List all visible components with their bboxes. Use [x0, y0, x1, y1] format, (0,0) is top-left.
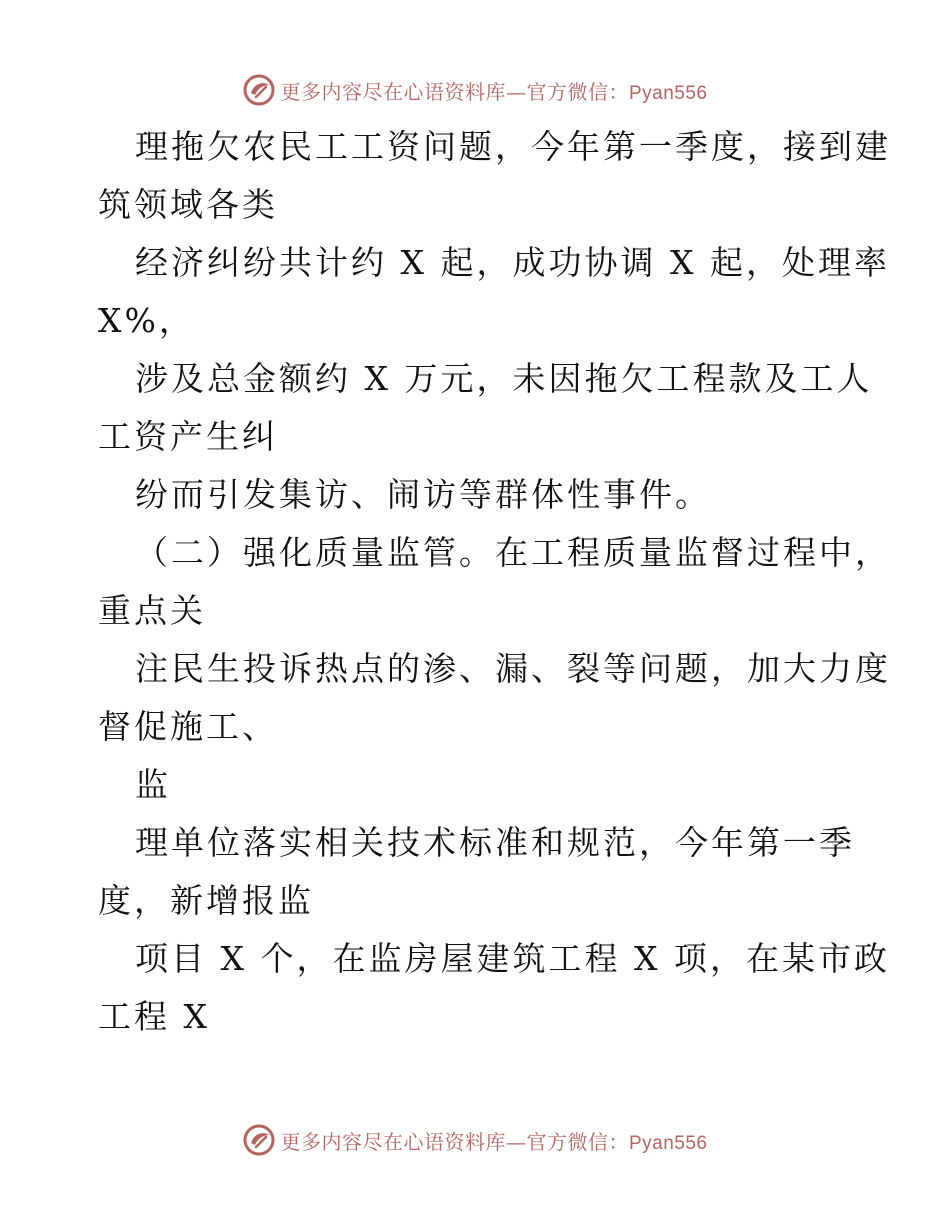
watermark-text: 更多内容尽在心语资料库—官方微信：Pyan556	[280, 1129, 708, 1154]
text-line: X%，	[98, 301, 195, 340]
text-line: 理拖欠农民工工资问题，今年第一季度，接到建	[135, 127, 891, 166]
text-line: 监	[135, 765, 171, 804]
text-line: 纷而引发集访、闹访等群体性事件。	[135, 475, 711, 514]
document-body	[98, 118, 891, 1046]
brand-logo-icon	[242, 1123, 276, 1157]
footer-watermark	[0, 1120, 950, 1160]
text-line: 度，新增报监	[98, 881, 314, 920]
text-line: 经济纠纷共计约 X 起，成功协调 X 起，处理率	[135, 243, 890, 282]
watermark-text: 更多内容尽在心语资料库—官方微信：Pyan556	[280, 79, 708, 104]
text-line: 工程 X	[98, 997, 210, 1036]
section-heading-line: （二）强化质量监管。在工程质量监督过程中，	[135, 533, 891, 572]
text-line: 督促施工、	[98, 707, 278, 746]
header-watermark	[0, 70, 950, 110]
text-line: 涉及总金额约 X 万元，未因拖欠工程款及工人	[135, 359, 873, 398]
text-line: 工资产生纠	[98, 417, 278, 456]
text-line: 项目 X 个，在监房屋建筑工程 X 项，在某市政	[135, 939, 890, 978]
text-line: 重点关	[98, 591, 206, 630]
text-line: 筑领域各类	[98, 185, 278, 224]
text-line: 注民生投诉热点的渗、漏、裂等问题，加大力度	[135, 649, 891, 688]
brand-logo-icon	[242, 73, 276, 107]
text-line: 理单位落实相关技术标准和规范，今年第一季	[135, 823, 855, 862]
